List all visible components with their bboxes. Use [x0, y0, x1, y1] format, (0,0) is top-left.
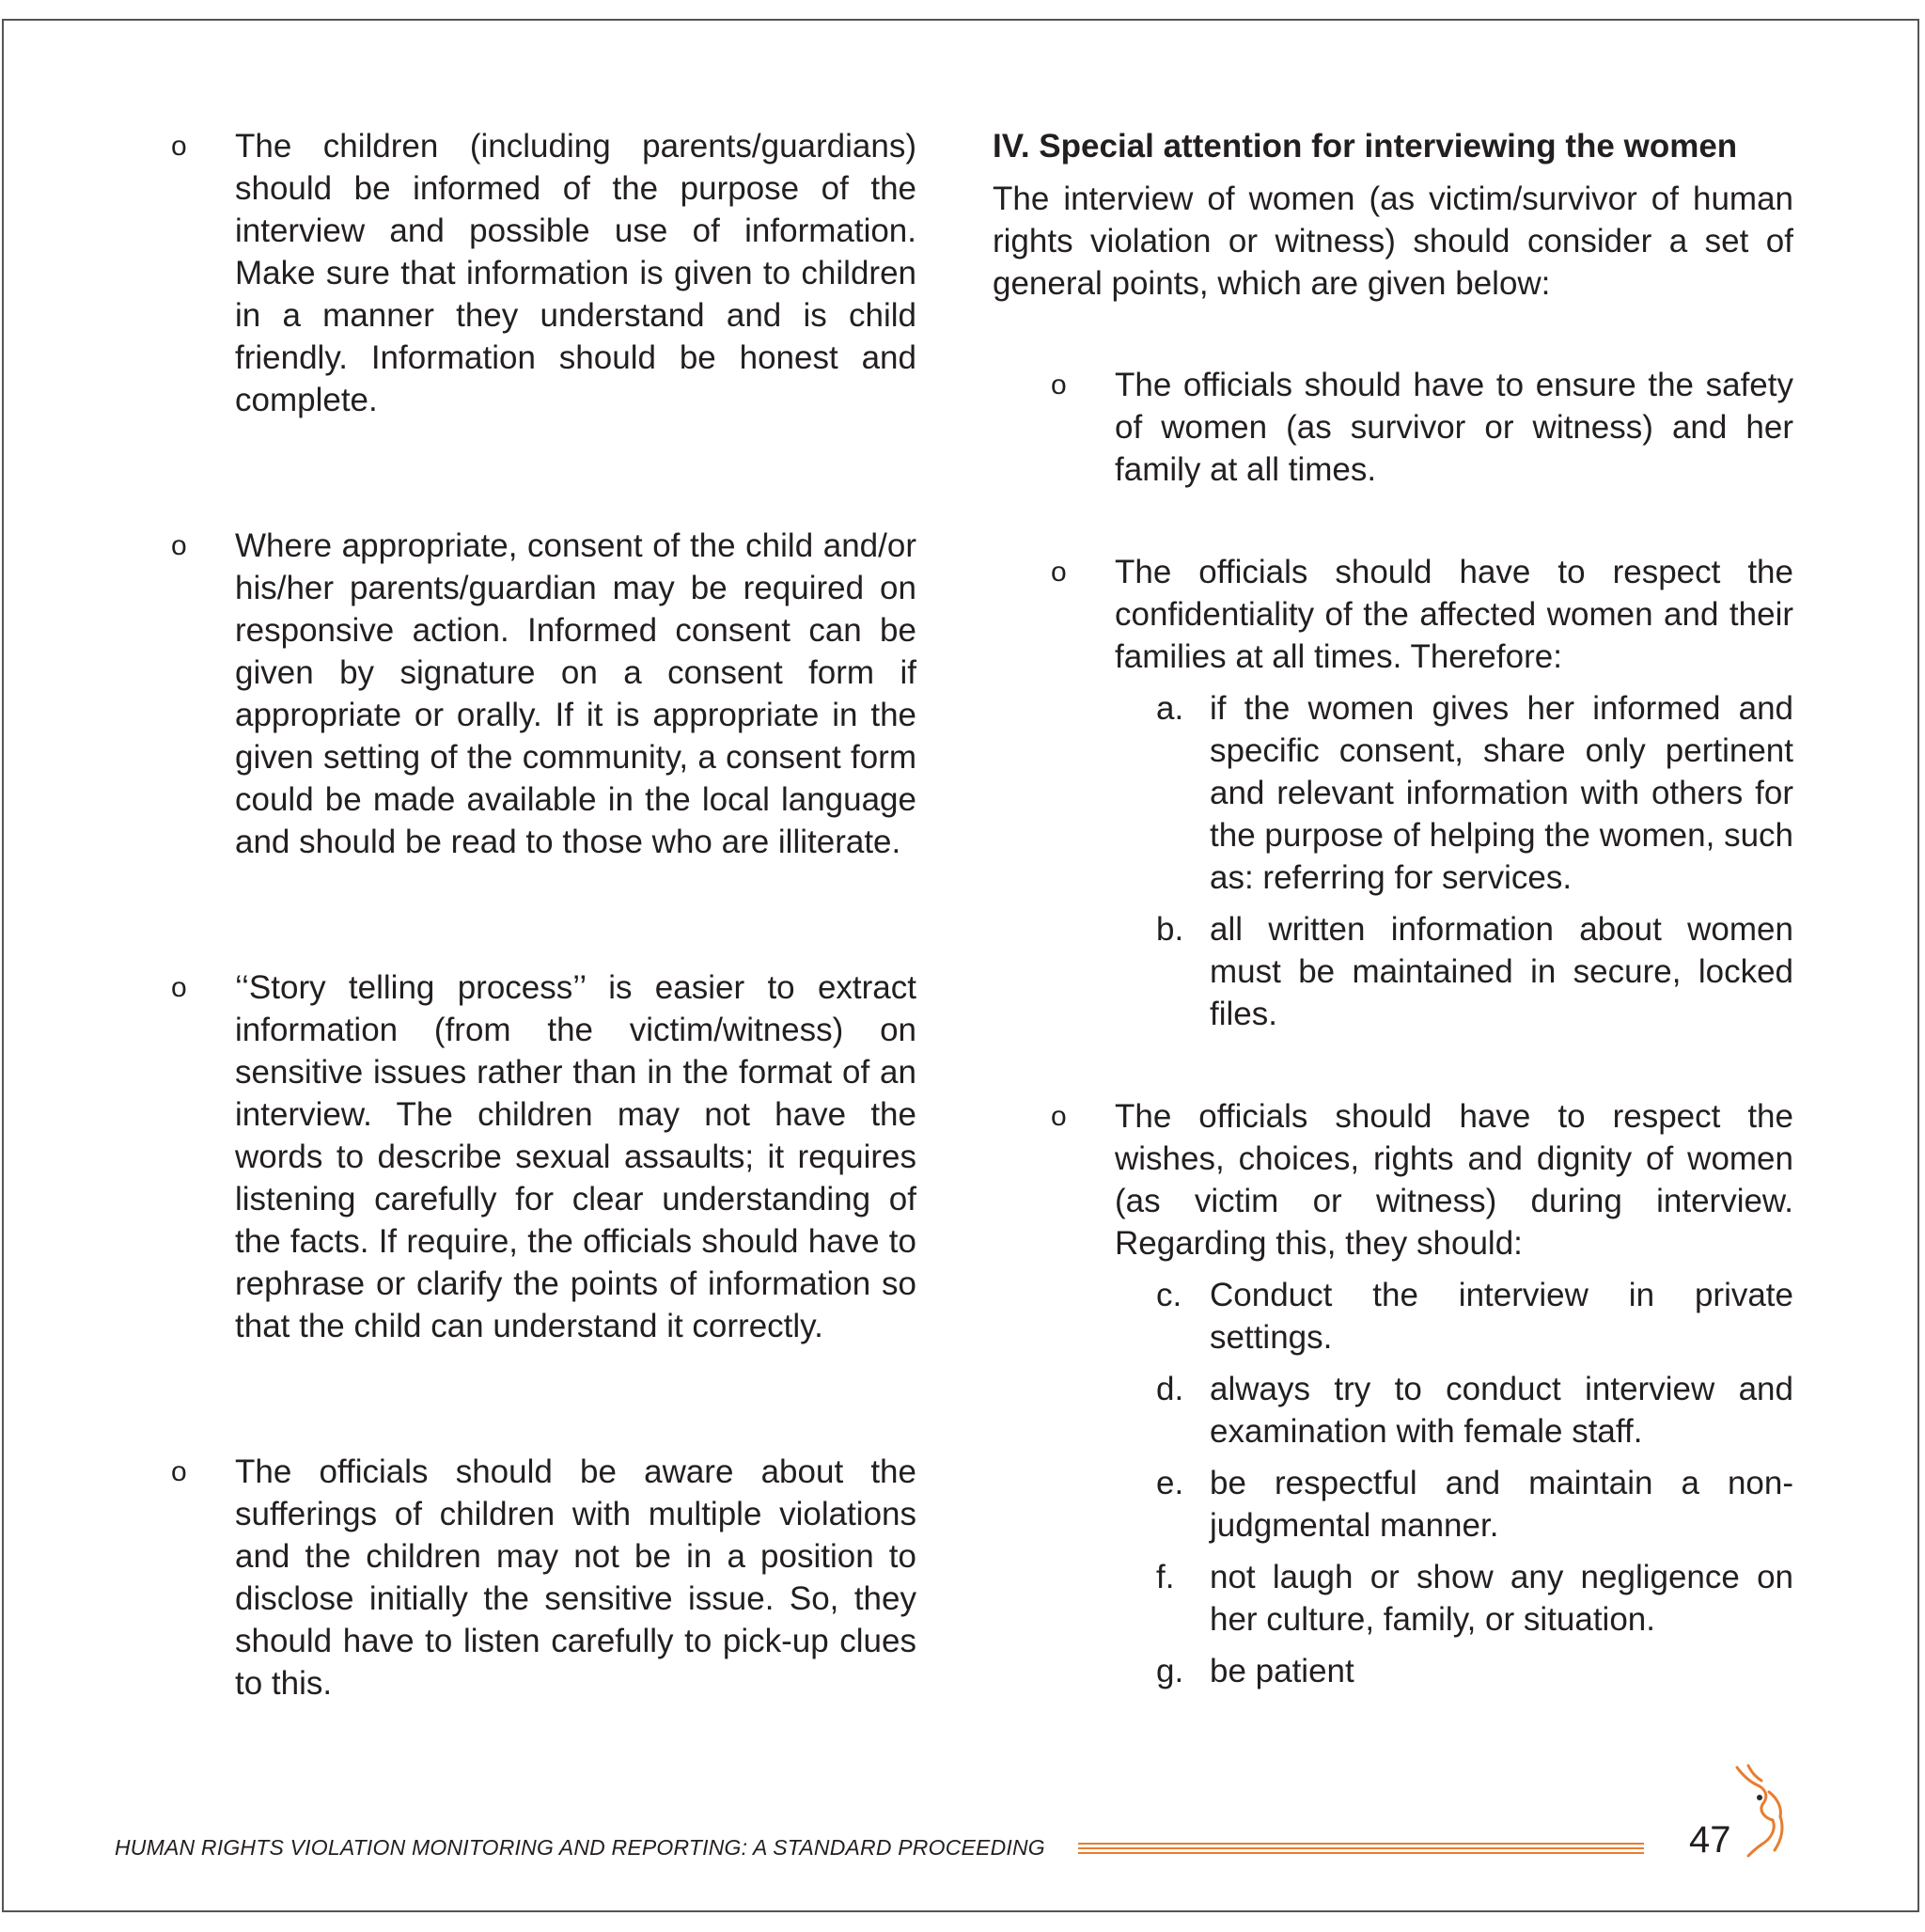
sublist-item-text: Conduct the interview in private settings.	[1210, 1277, 1793, 1356]
list-item-text: ‘‘Story telling process’’ is easier to extract information (from the victim/witness) on sensitive issues rather than in the format of an interview. The children may not have the words to describe sexual assaults; it requires listening carefully for clear understanding of the facts. If require, the officials should have to rephrase or clarify the points of information so that the child can understand it correctly.	[235, 969, 916, 1344]
bullet-marker: o	[1051, 369, 1067, 401]
bullet-marker: o	[171, 972, 187, 1003]
left-column	[169, 125, 916, 1704]
bullet-marker: o	[1051, 1101, 1067, 1132]
sublist-letter: e.	[1156, 1465, 1184, 1501]
sublist	[1156, 1274, 1793, 1692]
list-item	[169, 1451, 916, 1704]
list-item-text: Where appropriate, consent of the child and/or his/her parents/guardian may be required on responsive action. Informed consent can be given by signature on a consent form if appropriate or orally. If it is appropriate in the given setting of the community, a consent form could be made available in the local language and should be read to those who are illiterate.	[235, 527, 916, 860]
list-item-text: The officials should have to ensure the safety of women (as survivor or witness) and her family at all times.	[1115, 367, 1793, 488]
bullet-marker: o	[171, 1456, 187, 1487]
sublist-item	[1156, 1556, 1793, 1641]
sublist-item	[1156, 687, 1793, 899]
section-intro: The interview of women (as victim/survivor of human rights violation or witness) should consider a set of general points, which are given below:	[993, 181, 1793, 302]
sublist-item	[1156, 1368, 1793, 1453]
bullet-marker: o	[1051, 557, 1067, 588]
list-item	[1049, 1095, 1793, 1692]
sublist-letter: f.	[1156, 1559, 1175, 1595]
list-item-text: The officials should have to respect the wishes, choices, rights and dignity of women (as victim or witness) during interview. Regarding this, they should:	[1115, 1098, 1793, 1262]
list-item	[1049, 551, 1793, 1035]
footer-rule	[1078, 1841, 1644, 1856]
footer-title: HUMAN RIGHTS VIOLATION MONITORING AND REPORTING: A STANDARD PROCEEDING	[115, 1835, 1045, 1860]
sublist-item-text: always try to conduct interview and examination with female staff.	[1210, 1371, 1793, 1450]
sublist-item-text: all written information about women must be maintained in secure, locked files.	[1210, 911, 1793, 1032]
sublist-item-text: not laugh or show any negligence on her culture, family, or situation.	[1210, 1559, 1793, 1638]
list-item-text: The officials should be aware about the sufferings of children with multiple violations and the children may not be in a position to disclose initially the sensitive issue. So, they should have to listen carefully to pick-up clues to this.	[235, 1453, 916, 1702]
bullet-marker: o	[171, 530, 187, 561]
sublist-item-text: if the women gives her informed and specific consent, share only pertinent and relevant information with others for the purpose of helping the women, such as: referring for services.	[1210, 690, 1793, 896]
sublist-item-text: be respectful and maintain a non-judgmental manner.	[1210, 1465, 1793, 1544]
dancing-figure-logo-icon	[1728, 1764, 1790, 1858]
list-item-text: The officials should have to respect the confidentiality of the affected women and their families at all times. Therefore:	[1115, 554, 1793, 675]
sublist-item	[1156, 1650, 1793, 1692]
sublist-letter: b.	[1156, 911, 1184, 948]
sublist-letter: c.	[1156, 1277, 1182, 1313]
sublist	[1156, 687, 1793, 1035]
page-number: 47	[1689, 1819, 1731, 1861]
sublist-item	[1156, 908, 1793, 1035]
list-item-text: The children (including parents/guardians) should be informed of the purpose of the interview and possible use of information. Make sure that information is given to children in a manner they understand and is child friendly. Information should be honest and complete.	[235, 128, 916, 418]
sublist-letter: g.	[1156, 1653, 1184, 1689]
section-heading: IV. Special attention for interviewing the women	[993, 128, 1738, 165]
sublist-letter: a.	[1156, 690, 1184, 727]
right-column	[993, 125, 1793, 1692]
bullet-marker: o	[171, 131, 187, 162]
list-item	[169, 125, 916, 421]
sublist-letter: d.	[1156, 1371, 1184, 1407]
sublist-item	[1156, 1462, 1793, 1547]
sublist-item	[1156, 1274, 1793, 1359]
list-item	[169, 966, 916, 1347]
list-item	[1049, 364, 1793, 491]
list-item	[169, 525, 916, 863]
sublist-item-text: be patient	[1210, 1653, 1354, 1689]
